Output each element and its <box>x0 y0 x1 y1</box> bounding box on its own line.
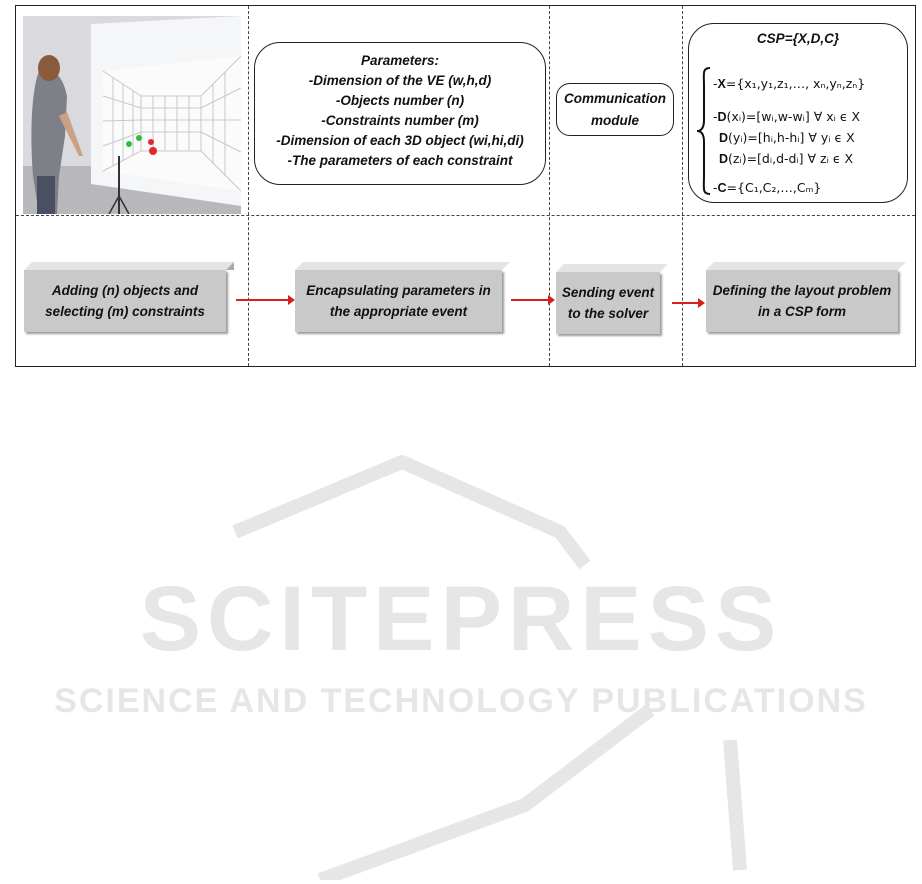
csp-title: CSP={X,D,C} <box>756 31 840 46</box>
step-label: Encapsulating parameters in the appropriate event <box>306 283 491 319</box>
csp-domain-z: D(zᵢ)=[dᵢ,d-dᵢ] ∀ zᵢ ϵ X <box>719 151 854 166</box>
scitepress-watermark <box>0 440 922 880</box>
parameter-line: -Objects number (n) <box>335 93 465 108</box>
step-label: Sending event to the solver <box>561 285 655 321</box>
flow-arrow-2 <box>511 299 553 301</box>
step-label: Defining the layout problem in a CSP form <box>712 283 892 319</box>
watermark-sub: SCIENCE AND TECHNOLOGY PUBLICATIONS <box>54 682 868 720</box>
column-divider-1 <box>248 6 249 366</box>
csp-box <box>688 23 908 203</box>
virtual-environment-photo <box>23 16 241 214</box>
box-top-bevel <box>556 264 668 272</box>
csp-domain-y: D(yᵢ)=[hᵢ,h-hᵢ] ∀ yᵢ ϵ X <box>719 130 855 145</box>
row-divider <box>16 215 915 216</box>
watermark-main: SCITEPRESS <box>139 568 783 670</box>
csp-constraints: -C={C₁,C₂,…,Cₘ} <box>713 180 822 195</box>
parameter-line: -Dimension of the VE (w,h,d) <box>308 73 492 88</box>
box-top-bevel <box>295 262 510 270</box>
flow-arrow-3 <box>672 302 703 304</box>
flow-arrow-1 <box>236 299 293 301</box>
step-encapsulate <box>295 262 510 332</box>
communication-module-box <box>556 83 674 136</box>
step-label: Adding (n) objects and selecting (m) constraints <box>45 283 205 319</box>
step-add-objects <box>24 262 234 332</box>
communication-label-1: Communication <box>563 91 666 106</box>
parameter-line: -The parameters of each constraint <box>287 153 513 168</box>
parameter-line: -Dimension of each 3D object (wi,hi,di) <box>276 133 524 148</box>
column-divider-3 <box>682 6 683 366</box>
workflow-figure <box>15 5 916 367</box>
box-top-bevel <box>706 262 906 270</box>
column-divider-2 <box>549 6 550 366</box>
parameters-title: Parameters: <box>360 53 440 68</box>
step-send-event <box>556 264 668 334</box>
parameter-line: -Constraints number (m) <box>321 113 479 128</box>
box-top-bevel <box>24 262 234 270</box>
csp-domain-x: -D(xᵢ)=[wᵢ,w-wᵢ] ∀ xᵢ ϵ X <box>713 109 861 124</box>
csp-variables: -X={x₁,y₁,z₁,…, xₙ,yₙ,zₙ} <box>713 76 866 91</box>
curly-brace-icon <box>695 66 713 196</box>
step-define-layout <box>706 262 906 332</box>
parameters-box <box>254 42 546 185</box>
communication-label-2: module <box>590 113 639 128</box>
